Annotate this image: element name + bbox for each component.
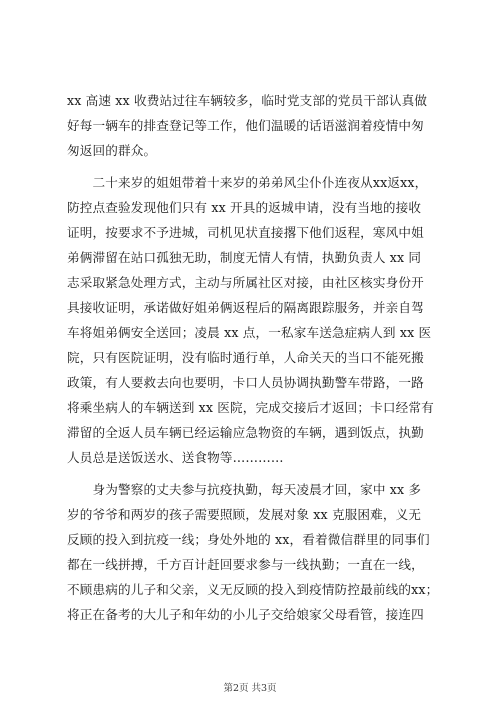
text-line: 身为警察的丈夫参与抗疫执勤，每天凌晨才回，家中 xx 多 [67,482,422,497]
text-line: 志采取紧急处理方式，主动与所属社区对接，由社区核实身份开 [67,275,424,290]
text-line: 院，只有医院证明，没有临时通行单，人命关天的当口不能死搬 [67,350,424,365]
page-footer [0,680,500,694]
text-line: 具接收证明，承诺做好姐弟俩返程后的隔离跟踪服务，并亲自驾 [67,300,424,315]
paragraph-3 [67,477,439,627]
page-number-label: 第2页 共3页 [223,683,277,694]
paragraph-1 [67,88,434,163]
text-line: 都在一线拼搏，千方百计赶回要求参与一线执勤；一直在一线， [67,557,424,572]
text-line: 将乘坐病人的车辆送到 xx 医院，完成交接后才返回；卡口经常有 [67,400,434,415]
text-line: 不顾患病的儿子和父亲，义无反顾的投入到疫情防控最前线的xx； [67,582,439,597]
text-line: 反顾的投入到抗疫一线；身处外地的 xx，看着微信群里的同事们 [67,532,430,547]
document-body [67,88,439,627]
text-line: 弟俩滞留在站口孤独无助，制度无情人有情，执勤负责人 xx 同 [67,250,422,265]
text-line: 滞留的全返人员车辆已经运输应急物资的车辆，遇到饭点，执勤 [67,425,424,440]
text-line: 匆返回的群众。 [67,143,157,158]
text-line: xx 高速 xx 收费站过往车辆较多，临时党支部的党员干部认真做 [67,93,428,108]
text-line: 人员总是送饭送水、送食物等………… [67,450,284,465]
text-line: 政策，有人要救去向也要明，卡口人员协调执勤警车带路，一路 [67,375,424,390]
text-line: 将正在备考的大儿子和年幼的小儿子交给娘家父母看管，接连四 [67,607,424,622]
text-line: 好每一辆车的排查登记等工作，他们温暖的话语滋润着疫情中匆 [67,118,424,133]
text-line: 防控点查验发现他们只有 xx 开具的返城申请，没有当地的接收 [67,200,422,215]
text-line: 证明，按要求不予进城，司机见状直接撂下他们返程，寒风中姐 [67,225,424,240]
text-line: 二十来岁的姐姐带着十来岁的弟弟风尘仆仆连夜从xx返xx， [67,175,428,190]
text-line: 车将姐弟俩安全送回；凌晨 xx 点，一私家车送急症病人到 xx 医 [67,325,432,340]
text-line: 岁的爷爷和两岁的孩子需要照顾，发展对象 xx 克服困难，义无 [67,507,422,522]
paragraph-2 [67,170,434,470]
